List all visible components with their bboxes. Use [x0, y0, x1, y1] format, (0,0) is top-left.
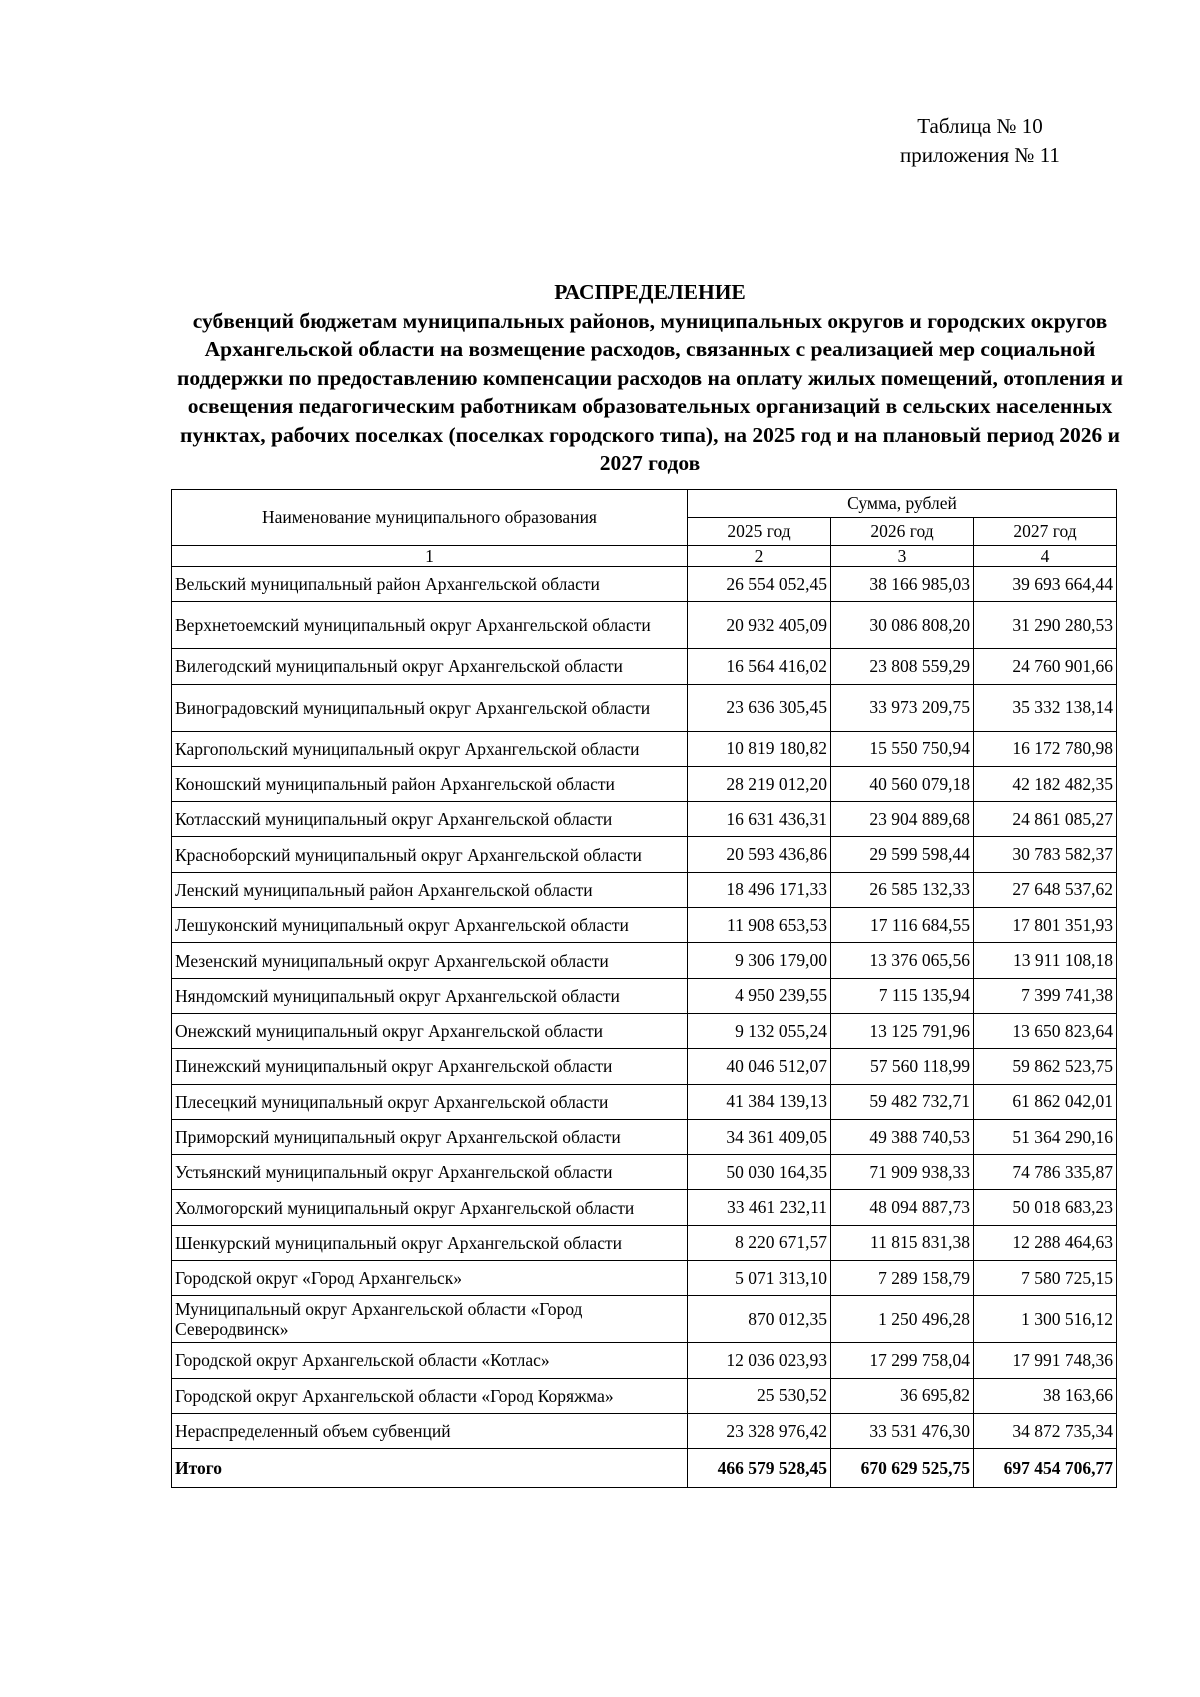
amount-2027: 17 991 748,36 — [974, 1343, 1117, 1378]
amount-2027: 24 861 085,27 — [974, 802, 1117, 837]
amount-2027: 35 332 138,14 — [974, 684, 1117, 731]
table-row — [172, 1343, 1117, 1378]
amount-2025: 23 328 976,42 — [688, 1413, 831, 1448]
table-row — [172, 908, 1117, 943]
amount-2026: 33 973 209,75 — [831, 684, 974, 731]
amount-2026: 15 550 750,94 — [831, 731, 974, 766]
amount-2027: 30 783 582,37 — [974, 837, 1117, 872]
municipality-name: Муниципальный округ Архангельской области «Город Северодвинск» — [172, 1296, 688, 1343]
amount-2026: 57 560 118,99 — [831, 1049, 974, 1084]
municipality-name: Няндомский муниципальный округ Архангельской области — [172, 978, 688, 1013]
header-municipality: Наименование муниципального образования — [172, 490, 688, 546]
table-row — [172, 1225, 1117, 1260]
municipality-name: Нераспределенный объем субвенций — [172, 1413, 688, 1448]
amount-2027: 74 786 335,87 — [974, 1155, 1117, 1190]
table-row — [172, 731, 1117, 766]
municipality-name: Городской округ «Город Архангельск» — [172, 1261, 688, 1296]
column-index: 1 — [172, 546, 688, 567]
amount-2026: 13 376 065,56 — [831, 943, 974, 978]
amount-2026: 1 250 496,28 — [831, 1296, 974, 1343]
amount-2027: 34 872 735,34 — [974, 1413, 1117, 1448]
table-row — [172, 1378, 1117, 1413]
table-row — [172, 802, 1117, 837]
header-year-2027: 2027 год — [974, 518, 1117, 546]
amount-2027: 38 163,66 — [974, 1378, 1117, 1413]
table-row — [172, 1084, 1117, 1119]
amount-2026: 29 599 598,44 — [831, 837, 974, 872]
table-row — [172, 684, 1117, 731]
amount-2025: 18 496 171,33 — [688, 872, 831, 907]
municipality-name: Ленский муниципальный район Архангельской области — [172, 872, 688, 907]
amount-2027: 13 911 108,18 — [974, 943, 1117, 978]
header-year-2025: 2025 год — [688, 518, 831, 546]
amount-2025: 28 219 012,20 — [688, 766, 831, 801]
municipality-name: Виноградовский муниципальный округ Архангельской области — [172, 684, 688, 731]
amount-2027: 59 862 523,75 — [974, 1049, 1117, 1084]
municipality-name: Приморский муниципальный округ Архангельской области — [172, 1119, 688, 1154]
table-row — [172, 1049, 1117, 1084]
amount-2027: 24 760 901,66 — [974, 649, 1117, 684]
amount-2025: 16 631 436,31 — [688, 802, 831, 837]
column-index: 2 — [688, 546, 831, 567]
appendix-number: приложения № 11 — [900, 143, 1060, 167]
table-row — [172, 1155, 1117, 1190]
amount-2025: 9 132 055,24 — [688, 1013, 831, 1048]
municipality-name: Мезенский муниципальный округ Архангельской области — [172, 943, 688, 978]
amount-2027: 17 801 351,93 — [974, 908, 1117, 943]
amount-2027: 61 862 042,01 — [974, 1084, 1117, 1119]
table-row — [172, 837, 1117, 872]
amount-2025: 23 636 305,45 — [688, 684, 831, 731]
municipality-name: Шенкурский муниципальный округ Архангельской области — [172, 1225, 688, 1260]
column-index: 3 — [831, 546, 974, 567]
amount-2027: 51 364 290,16 — [974, 1119, 1117, 1154]
municipality-name: Вилегодский муниципальный округ Архангельской области — [172, 649, 688, 684]
municipality-name: Городской округ Архангельской области «Город Коряжма» — [172, 1378, 688, 1413]
amount-2027: 1 300 516,12 — [974, 1296, 1117, 1343]
header-year-2026: 2026 год — [831, 518, 974, 546]
amount-2025: 870 012,35 — [688, 1296, 831, 1343]
total-2027: 697 454 706,77 — [974, 1449, 1117, 1488]
municipality-name: Вельский муниципальный район Архангельской области — [172, 567, 688, 602]
amount-2025: 34 361 409,05 — [688, 1119, 831, 1154]
municipality-name: Онежский муниципальный округ Архангельской области — [172, 1013, 688, 1048]
amount-2026: 17 116 684,55 — [831, 908, 974, 943]
distribution-table — [171, 489, 1117, 1488]
amount-2025: 4 950 239,55 — [688, 978, 831, 1013]
municipality-name: Коношский муниципальный район Архангельской области — [172, 766, 688, 801]
amount-2026: 71 909 938,33 — [831, 1155, 974, 1190]
column-index: 4 — [974, 546, 1117, 567]
total-2025: 466 579 528,45 — [688, 1449, 831, 1488]
amount-2026: 33 531 476,30 — [831, 1413, 974, 1448]
amount-2025: 25 530,52 — [688, 1378, 831, 1413]
amount-2027: 7 399 741,38 — [974, 978, 1117, 1013]
total-label: Итого — [172, 1449, 688, 1488]
amount-2026: 17 299 758,04 — [831, 1343, 974, 1378]
municipality-name: Каргопольский муниципальный округ Архангельской области — [172, 731, 688, 766]
amount-2025: 40 046 512,07 — [688, 1049, 831, 1084]
amount-2025: 12 036 023,93 — [688, 1343, 831, 1378]
amount-2025: 20 593 436,86 — [688, 837, 831, 872]
amount-2027: 7 580 725,15 — [974, 1261, 1117, 1296]
amount-2026: 7 289 158,79 — [831, 1261, 974, 1296]
table-body — [172, 567, 1117, 1449]
table-row — [172, 649, 1117, 684]
amount-2025: 41 384 139,13 — [688, 1084, 831, 1119]
municipality-name: Пинежский муниципальный округ Архангельской области — [172, 1049, 688, 1084]
amount-2025: 33 461 232,11 — [688, 1190, 831, 1225]
table-reference — [880, 112, 1080, 170]
document-title — [160, 278, 1140, 478]
amount-2026: 26 585 132,33 — [831, 872, 974, 907]
municipality-name: Городской округ Архангельской области «Котлас» — [172, 1343, 688, 1378]
amount-2025: 10 819 180,82 — [688, 731, 831, 766]
municipality-name: Холмогорский муниципальный округ Архангельской области — [172, 1190, 688, 1225]
municipality-name: Устьянский муниципальный округ Архангельской области — [172, 1155, 688, 1190]
amount-2026: 38 166 985,03 — [831, 567, 974, 602]
table-row — [172, 978, 1117, 1013]
total-row — [172, 1449, 1117, 1488]
amount-2026: 30 086 808,20 — [831, 602, 974, 649]
amount-2026: 7 115 135,94 — [831, 978, 974, 1013]
municipality-name: Красноборский муниципальный округ Архангельской области — [172, 837, 688, 872]
table-row — [172, 1190, 1117, 1225]
table-row — [172, 943, 1117, 978]
table-row — [172, 1261, 1117, 1296]
total-2026: 670 629 525,75 — [831, 1449, 974, 1488]
amount-2026: 36 695,82 — [831, 1378, 974, 1413]
amount-2027: 50 018 683,23 — [974, 1190, 1117, 1225]
amount-2025: 9 306 179,00 — [688, 943, 831, 978]
amount-2027: 13 650 823,64 — [974, 1013, 1117, 1048]
table-row — [172, 567, 1117, 602]
amount-2026: 49 388 740,53 — [831, 1119, 974, 1154]
amount-2025: 26 554 052,45 — [688, 567, 831, 602]
table-row — [172, 1413, 1117, 1448]
municipality-name: Котласский муниципальный округ Архангельской области — [172, 802, 688, 837]
table-row — [172, 872, 1117, 907]
amount-2026: 11 815 831,38 — [831, 1225, 974, 1260]
amount-2026: 23 904 889,68 — [831, 802, 974, 837]
table-row — [172, 602, 1117, 649]
amount-2025: 11 908 653,53 — [688, 908, 831, 943]
table-number: Таблица № 10 — [917, 114, 1043, 138]
amount-2026: 23 808 559,29 — [831, 649, 974, 684]
amount-2025: 50 030 164,35 — [688, 1155, 831, 1190]
amount-2025: 16 564 416,02 — [688, 649, 831, 684]
amount-2026: 13 125 791,96 — [831, 1013, 974, 1048]
amount-2027: 31 290 280,53 — [974, 602, 1117, 649]
header-sum-group: Сумма, рублей — [688, 490, 1117, 518]
amount-2025: 5 071 313,10 — [688, 1261, 831, 1296]
table-row — [172, 766, 1117, 801]
municipality-name: Лешуконский муниципальный округ Архангельской области — [172, 908, 688, 943]
amount-2027: 12 288 464,63 — [974, 1225, 1117, 1260]
title-subtitle: субвенций бюджетам муниципальных районов, муниципальных округов и городских округов Архангельской области на возмещение расходов, связанных с реализацией мер социальной поддержки по предоставлению компенсации расходов на оплату жилых помещений, отопления и освещения педагогическим работникам образовательных организаций в сельских населенных пунктах, рабочих поселках (поселках городского типа), на 2025 год и на плановый период 2026 и 2027 годов — [177, 308, 1123, 475]
amount-2026: 40 560 079,18 — [831, 766, 974, 801]
title-heading: РАСПРЕДЕЛЕНИЕ — [554, 280, 746, 304]
table-row — [172, 1296, 1117, 1343]
amount-2027: 27 648 537,62 — [974, 872, 1117, 907]
amount-2026: 48 094 887,73 — [831, 1190, 974, 1225]
amount-2025: 8 220 671,57 — [688, 1225, 831, 1260]
municipality-name: Плесецкий муниципальный округ Архангельской области — [172, 1084, 688, 1119]
amount-2025: 20 932 405,09 — [688, 602, 831, 649]
amount-2026: 59 482 732,71 — [831, 1084, 974, 1119]
amount-2027: 16 172 780,98 — [974, 731, 1117, 766]
table-row — [172, 1119, 1117, 1154]
amount-2027: 39 693 664,44 — [974, 567, 1117, 602]
amount-2027: 42 182 482,35 — [974, 766, 1117, 801]
table-row — [172, 1013, 1117, 1048]
municipality-name: Верхнетоемский муниципальный округ Архангельской области — [172, 602, 688, 649]
